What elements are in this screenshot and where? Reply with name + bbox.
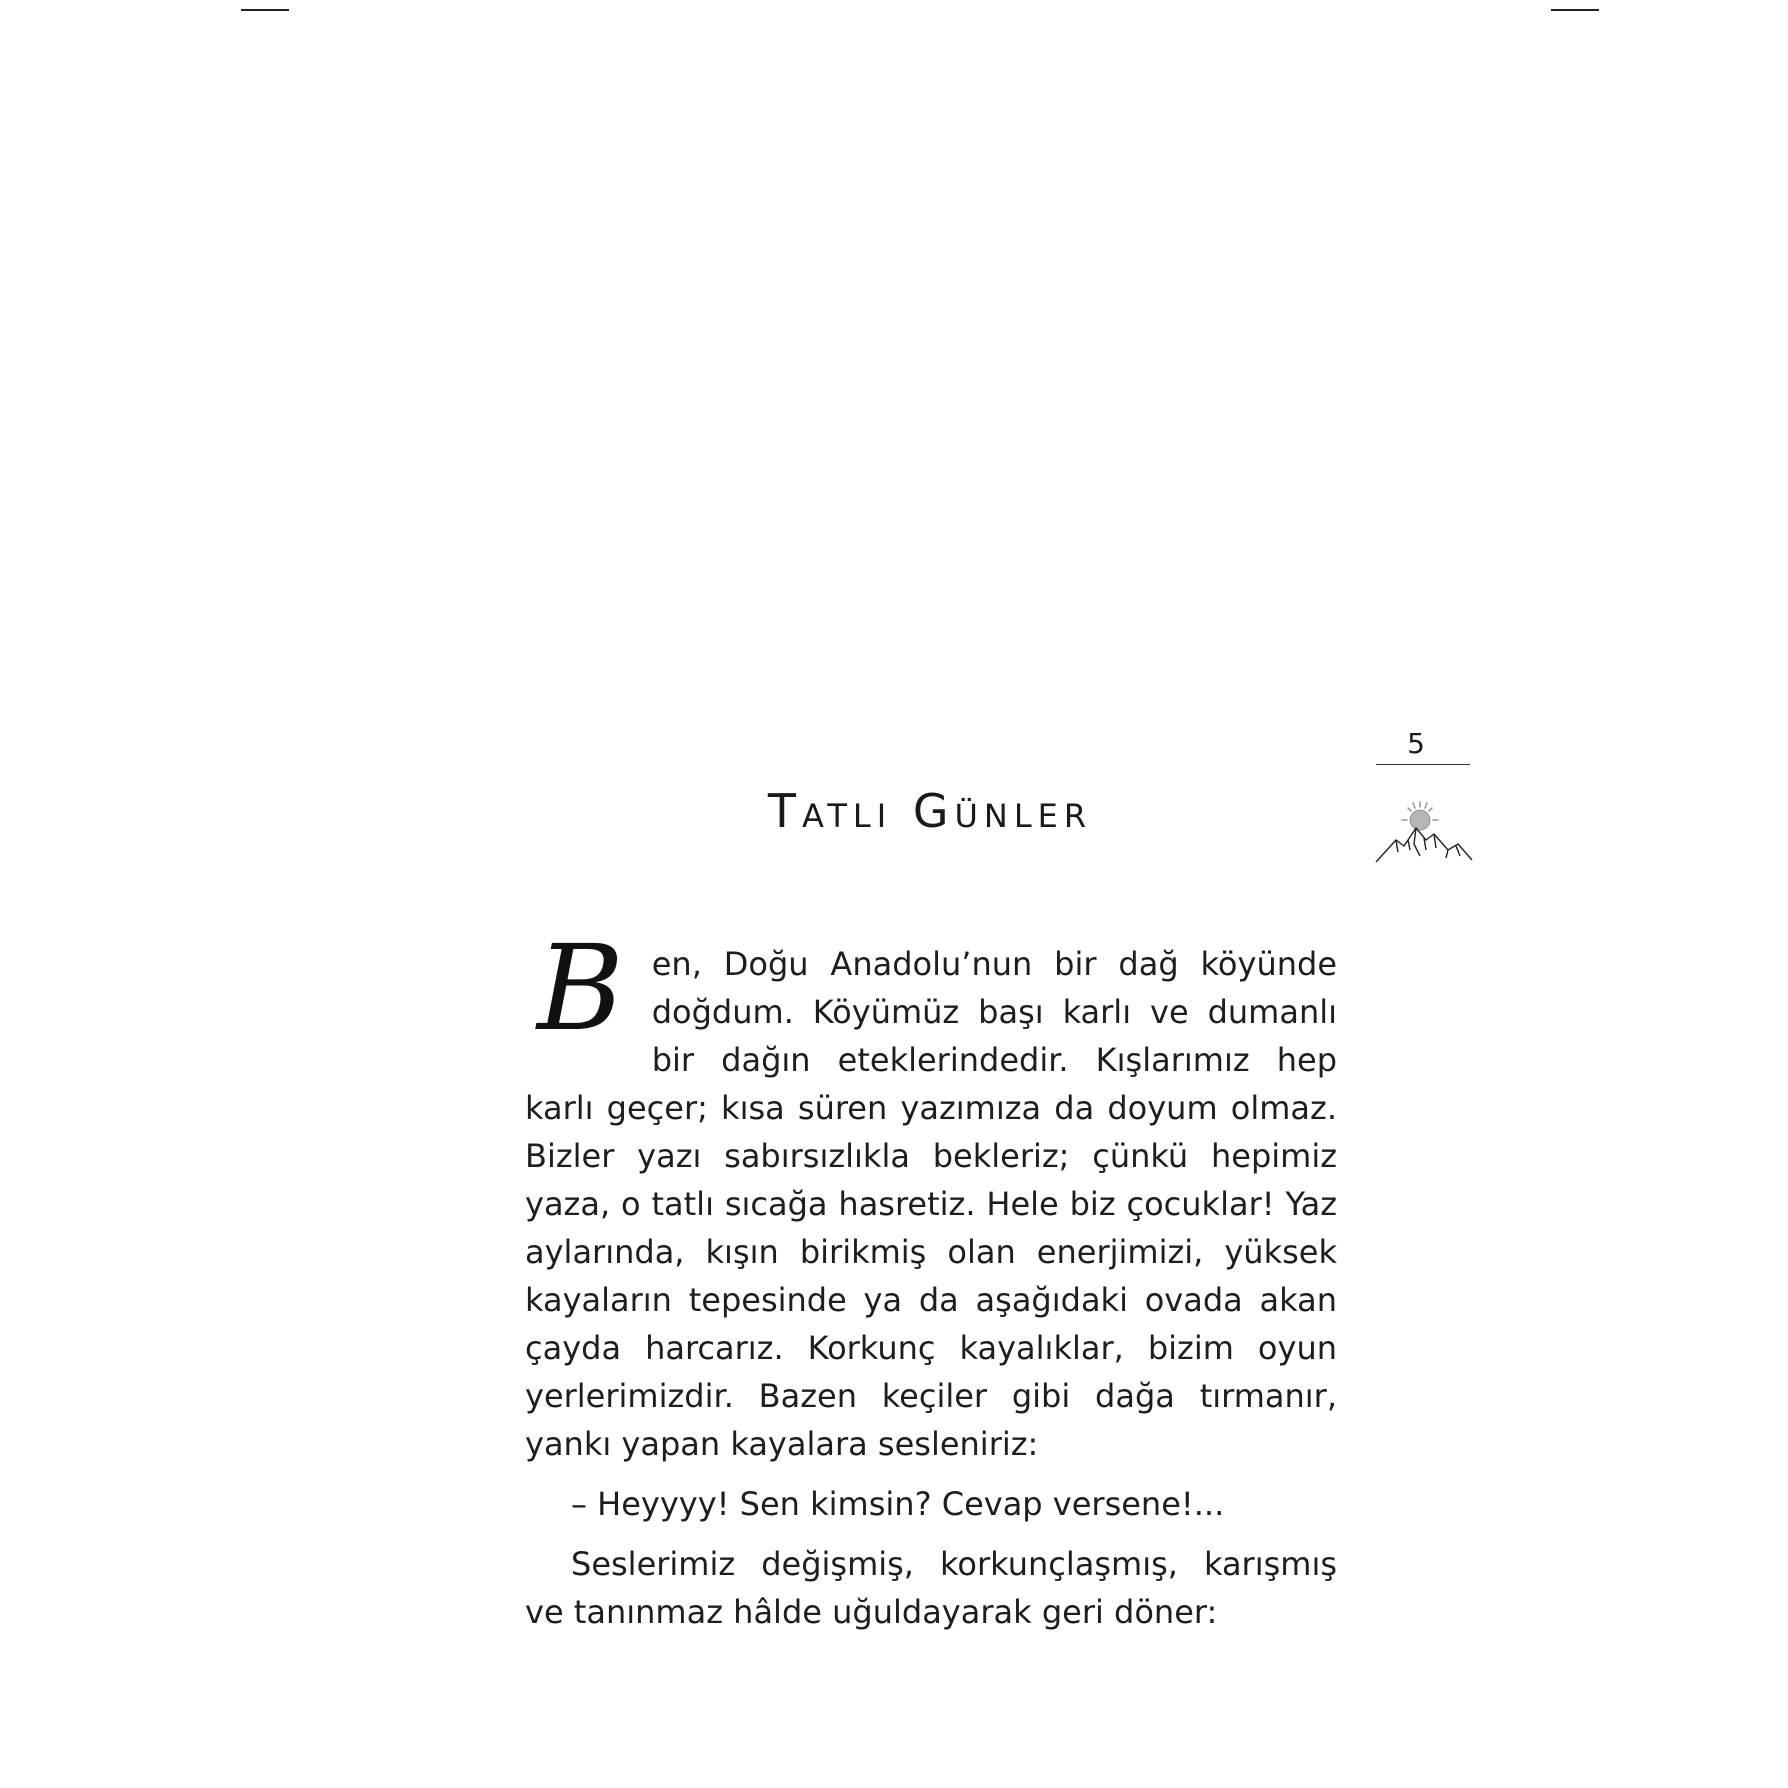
first-paragraph [525, 919, 1337, 1468]
sun-icon [1402, 802, 1438, 830]
chapter-title: Tatlı Günler [767, 784, 1093, 838]
dialog-line: – Heyyyy! Sen kimsin? Cevap versene!... [571, 1485, 1225, 1523]
crop-mark-right [1551, 9, 1599, 11]
page-number-rule [1376, 764, 1470, 765]
body-text [525, 919, 1337, 1636]
mountains [1376, 828, 1472, 862]
mountain-sun-icon [1374, 800, 1474, 866]
page-number: 5 [1407, 727, 1425, 760]
drop-cap: B [537, 919, 624, 1057]
second-paragraph: Seslerimiz değişmiş, korkunçlaşmış, karışmış ve tanınmaz hâlde uğuldayarak geri döner: [525, 1545, 1337, 1631]
first-paragraph-text: en, Doğu Anadolu’nun bir dağ köyünde doğdum. Köyümüz başı karlı ve dumanlı bir dağın eteklerindedir. Kışlarımız hep karlı geçer; kısa süren yazımıza da doyum olmaz. Bizler yazı sabırsızlıkla bekleriz; çünkü hepimiz yaza, o tatlı sıcağa hasretiz. Hele biz çocuklar! Yaz aylarında, kışın birikmiş olan enerjimizi, yüksek kayaların tepesinde ya da aşağıdaki ovada akan çayda harcarız. Korkunç kayalıklar, bizim oyun yerlerimizdir. Bazen keçiler gibi dağa tırmanır, yankı yapan kayalara sesleniriz: [525, 945, 1337, 1463]
crop-mark-left [241, 9, 289, 11]
